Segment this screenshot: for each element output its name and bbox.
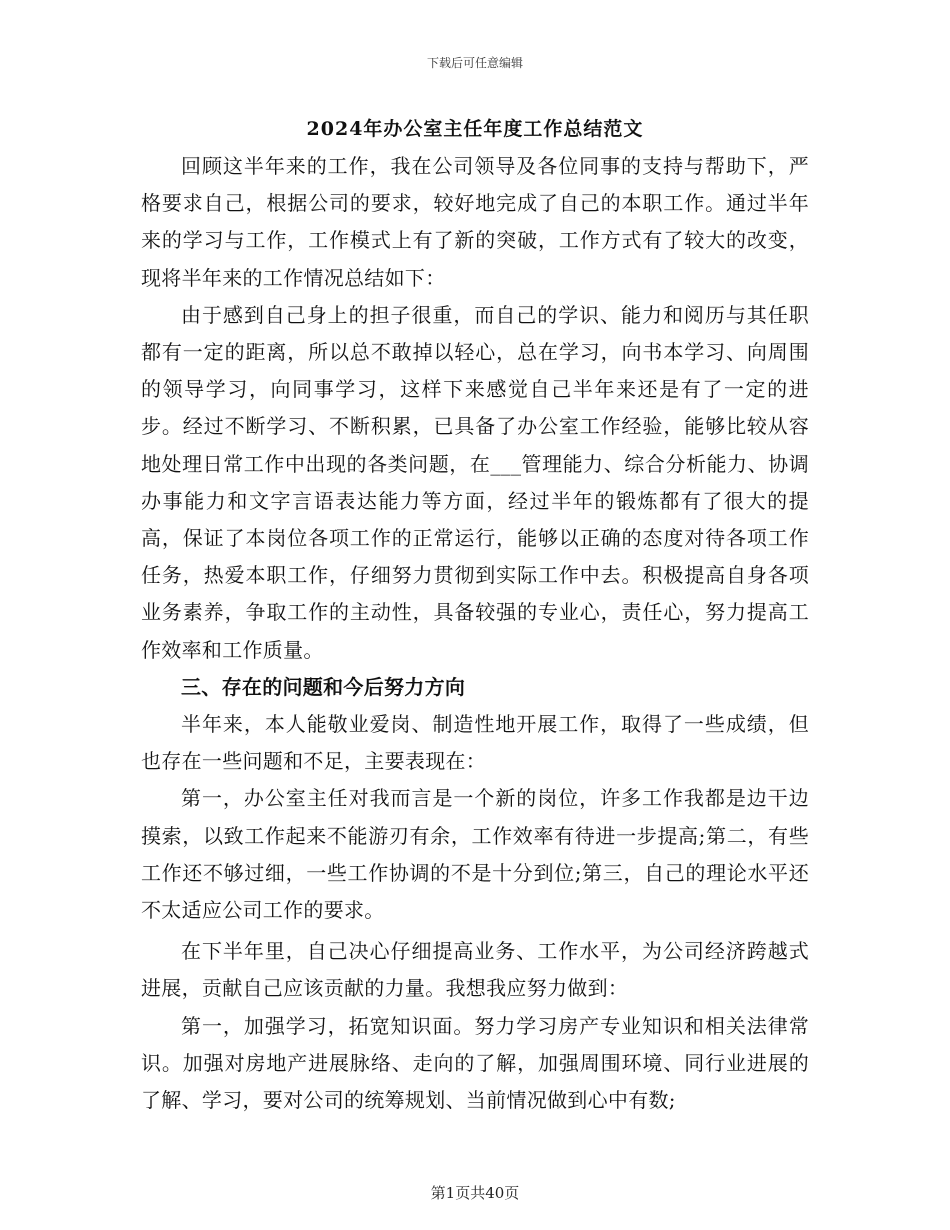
page-footer-number: 第1页共40页	[430, 1184, 520, 1202]
paragraph-next-half: 在下半年里，自己决心仔细提高业务、工作水平，为公司经济跨越式进展，贡献自己应该贡献的力量。我想我应努力做到：	[141, 939, 809, 1001]
document-title: 2024年办公室主任年度工作总结范文	[306, 118, 644, 140]
section-heading-problems: 三、存在的问题和今后努力方向	[181, 674, 466, 699]
paragraph-first-measure: 第一，加强学习，拓宽知识面。努力学习房产专业知识和相关法律常识。加强对房地产进展脉络、走向的了解，加强周围环境、同行业进展的了解、学习，要对公司的统筹规划、当前情况做到心中有数;	[141, 1013, 809, 1113]
paragraph-problems-list: 第一，办公室主任对我而言是一个新的岗位，许多工作我都是边干边摸索，以致工作起来不能游刃有余，工作效率有待进一步提高;第二，有些工作还不够过细，一些工作协调的不是十分到位;第三，自己的理论水平还不太适应公司工作的要求。	[141, 786, 809, 923]
page-header-note: 下载后可任意编辑	[426, 56, 523, 70]
document-body	[141, 112, 809, 1119]
paragraph-intro: 回顾这半年来的工作，我在公司领导及各位同事的支持与帮助下，严格要求自己，根据公司的要求，较好地完成了自己的本职工作。通过半年来的学习与工作，工作模式上有了新的突破，工作方式有了较大的改变，现将半年来的工作情况总结如下：	[141, 154, 809, 290]
paragraph-problems-intro: 半年来，本人能敬业爱岗、制造性地开展工作，取得了一些成绩，但也存在一些问题和不足，主要表现在：	[141, 712, 809, 774]
paragraph-learning: 由于感到自己身上的担子很重，而自己的学识、能力和阅历与其任职都有一定的距离，所以总不敢掉以轻心，总在学习，向书本学习、向周围的领导学习，向同事学习，这样下来感觉自己半年来还是有了一定的进步。经过不断学习、不断积累，已具备了办公室工作经验，能够比较从容地处理日常工作中出现的各类问题，在___管理能力、综合分析能力、协调办事能力和文字言语表达能力等方面，经过半年的锻炼都有了很大的提高，保证了本岗位各项工作的正常运行，能够以正确的态度对待各项工作任务，热爱本职工作，仔细努力贯彻到实际工作中去。积极提高自身各项业务素养，争取工作的主动性，具备较强的专业心，责任心，努力提高工作效率和工作质量。	[141, 302, 809, 662]
